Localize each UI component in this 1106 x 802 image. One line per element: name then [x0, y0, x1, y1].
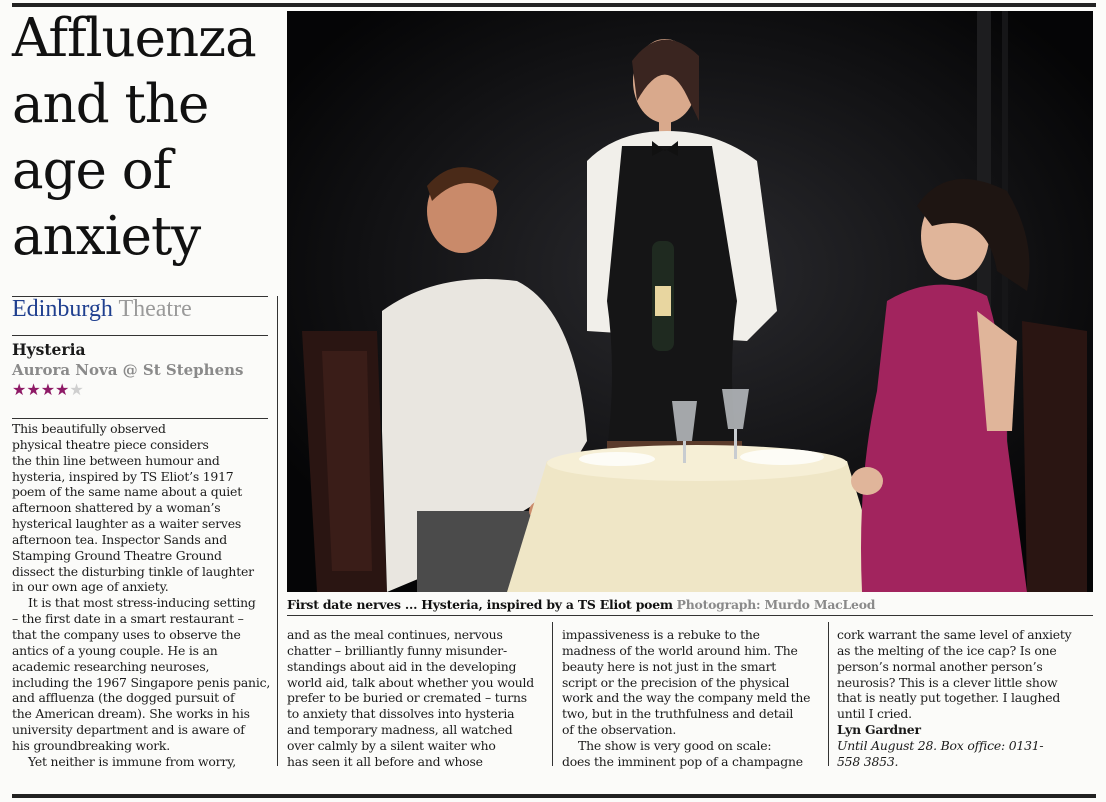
box-office-info: Until August 28. Box office: 0131- — [837, 737, 1044, 753]
body-line: prefer to be buried or cremated – turns — [287, 690, 527, 706]
body-line: the American dream). She works in his — [12, 706, 250, 722]
headline-line: age of — [12, 140, 172, 201]
production-photo — [287, 11, 1093, 592]
body-line: the thin line between humour and — [12, 452, 220, 468]
column-divider — [277, 296, 278, 766]
body-line: that the company uses to observe the — [12, 626, 241, 642]
review-title: Hysteria — [12, 340, 86, 359]
body-line: university department and is aware of — [12, 722, 245, 738]
body-line: afternoon tea. Inspector Sands and — [12, 531, 227, 547]
body-line: neurosis? This is a clever little show — [837, 674, 1058, 690]
body-line: including the 1967 Singapore penis panic, — [12, 674, 271, 690]
body-line: physical theatre piece considers — [12, 436, 209, 452]
author-name: Lyn Gardner — [837, 722, 921, 738]
body-line: and as the meal continues, nervous — [287, 627, 503, 642]
body-line: work and the way the company meld the — [562, 690, 811, 706]
body-line: two, but in the truthfulness and detail — [562, 706, 794, 722]
body-line: It is that most stress-inducing setting — [28, 595, 256, 611]
column-divider — [552, 622, 553, 766]
body-line: Yet neither is immune from worry, — [28, 753, 236, 769]
body-line: has seen it all before and whose — [287, 753, 483, 769]
body-line: academic researching neuroses, — [12, 658, 210, 674]
body-column-2 — [287, 627, 549, 770]
body-line: his groundbreaking work. — [12, 737, 170, 753]
body-line: of the observation. — [562, 722, 677, 738]
body-column-4 — [837, 627, 1099, 770]
body-line: impassiveness is a rebuke to the — [562, 627, 760, 642]
body-line: cork warrant the same level of anxiety — [837, 627, 1072, 642]
body-line: script or the precision of the physical — [562, 674, 790, 690]
star-rating — [12, 380, 84, 399]
body-line: as the melting of the ice cap? Is one — [837, 642, 1057, 658]
headline — [12, 6, 274, 270]
column-divider — [828, 622, 829, 766]
box-office-info: 558 3853. — [837, 753, 899, 769]
rating-rule — [12, 418, 268, 419]
caption-rule — [287, 615, 1093, 616]
body-line: until I cried. — [837, 706, 912, 722]
body-line: afternoon shattered by a woman’s — [12, 500, 221, 516]
body-line: hysteria, inspired by TS Eliot’s 1917 — [12, 468, 234, 484]
body-line: poem of the same name about a quiet — [12, 484, 242, 500]
body-line: This beautifully observed — [12, 421, 166, 436]
section-city: Edinburgh — [12, 296, 113, 322]
body-line: chatter – brilliantly funny misunder- — [287, 642, 508, 658]
headline-line: and the — [12, 74, 209, 135]
body-line: and temporary madness, all watched — [287, 722, 513, 738]
bottom-rule — [12, 794, 1096, 798]
photo-credit: Photograph: Murdo MacLeod — [676, 597, 876, 612]
body-line: beauty here is not just in the smart — [562, 658, 777, 674]
headline-line: Affluenza — [12, 8, 256, 69]
caption-text: First date nerves ... Hysteria, inspired by a TS Eliot poem — [287, 597, 673, 612]
body-line: dissect the disturbing tinkle of laughter — [12, 563, 254, 579]
section-label — [12, 296, 272, 323]
star-filled-icon: ★★★★ — [12, 380, 70, 399]
body-line: The show is very good on scale: — [578, 737, 772, 753]
body-line: Stamping Ground Theatre Ground — [12, 547, 222, 563]
signoff-author — [837, 722, 1099, 738]
photo-caption — [287, 597, 875, 612]
headline-line: anxiety — [12, 206, 201, 267]
body-line: does the imminent pop of a champagne — [562, 753, 803, 769]
review-venue: Aurora Nova @ St Stephens — [12, 361, 244, 379]
body-line: person’s normal another person’s — [837, 658, 1043, 674]
section-category: Theatre — [118, 296, 192, 322]
body-line: that is neatly put together. I laughed — [837, 690, 1061, 706]
section-bottom-rule — [12, 335, 268, 336]
stage-photo-illustration — [287, 11, 1093, 592]
body-line: world aid, talk about whether you would — [287, 674, 535, 690]
signoff-info — [837, 738, 1099, 754]
body-line: in our own age of anxiety. — [12, 579, 169, 595]
signoff-info — [837, 754, 1099, 770]
body-column-1 — [12, 421, 276, 770]
body-column-3 — [562, 627, 826, 770]
body-line: madness of the world around him. The — [562, 642, 798, 658]
body-line: over calmly by a silent waiter who — [287, 737, 496, 753]
star-empty-icon: ★ — [69, 380, 84, 399]
body-line: hysterical laughter as a waiter serves — [12, 516, 242, 532]
body-line: antics of a young couple. He is an — [12, 642, 218, 658]
body-line: and affluenza (the dogged pursuit of — [12, 690, 235, 706]
body-line: – the first date in a smart restaurant – — [12, 611, 244, 627]
body-line: standings about aid in the developing — [287, 658, 517, 674]
body-line: to anxiety that dissolves into hysteria — [287, 706, 515, 722]
